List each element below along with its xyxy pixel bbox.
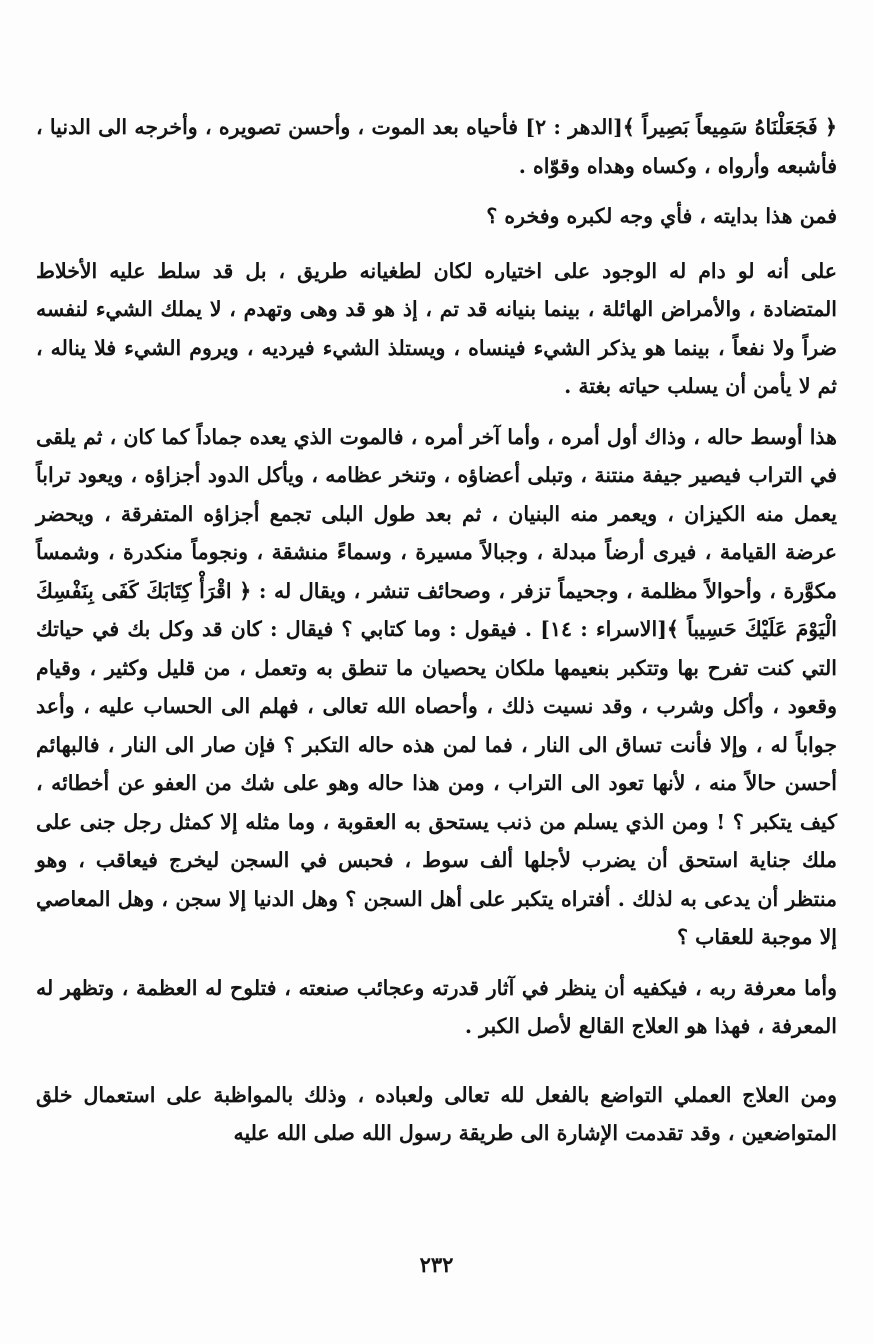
page-number: ٢٣٢ bbox=[419, 1252, 454, 1277]
paragraph-knowing-lord: وأما معرفة ربه ، فيكفيه أن ينظر في آثار قدرته وعجائب صنعته ، فتلوح له العظمة ، وتظهر له المعرفة ، فهذا هو العلاج القالع لأصل الكبر . bbox=[36, 975, 837, 1038]
page-body-text bbox=[36, 108, 837, 1165]
paragraph-weakness: على أنه لو دام له الوجود على اختياره لكان لطغيانه طريق ، بل قد سلط عليه الأخلاط المتضادة ، والأمراض الهائلة ، بينما بنيانه قد تم ، إذ هو قد وهى وتهدم ، لا يملك الشيء لنفسه ضراً ولا نفعاً ، بينما هو يذكر الشيء فينساه ، ويستلذ الشيء فيرديه ، ويروم الشيء فلا يناله ، ثم لا يأمن أن يسلب حياته بغتة . bbox=[36, 258, 837, 398]
paragraph-end-of-man: هذا أوسط حاله ، وذاك أول أمره ، وأما آخر أمره ، فالموت الذي يعده جماداً كما كان ، ثم يلقى في التراب فيصير جيفة منتنة ، وتبلى أعضاؤه ، وتنخر عظامه ، ويأكل الدود أجزاؤه ، ويعود تراباً يعمل منه الكيزان ، ويعمر منه البنيان ، ثم بعد طول البلى تجمع أجزاؤه المتفرقة ، ويحضر عرضة القيامة ، فيرى أرضاً مبدلة ، وجبالاً مسيرة ، وسماءً منشقة ، ونجوماً منكدرة ، وشمساً مكوَّرة ، وأحوالاً مظلمة ، وجحيماً تزفر ، وصحائف تنشر ، ويقال له : ﴿ اقْرَأْ كِتَابَكَ كَفَى بِنَفْسِكَ الْيَوْمَ عَلَيْكَ حَسِيباً ﴾[الاسراء : ١٤] . فيقول : وما كتابي ؟ فيقال : كان قد وكل بك في حياتك التي كنت تفرح بها وتتكبر بنعيمها ملكان يحصيان ما تنطق به وتعمل ، من قليل وكثير ، وقيام وقعود ، وأكل وشرب ، وقد نسيت ذلك ، وأحصاه الله تعالى ، فهلم الى الحساب عليه ، وأعد جواباً له ، وإلا فأنت تساق الى النار ، فما لمن هذه حاله التكبر ؟ فإن صار الى النار ، فالبهائم أحسن حالاً منه ، لأنها تعود الى التراب ، ومن هذا حاله وهو على شك من العفو عن أخطائه ، كيف يتكبر ؟ ! ومن الذي يسلم من ذنب يستحق به العقوبة ، وما مثله إلا كمثل رجل جنى على ملك جناية استحق أن يضرب لأجلها ألف سوط ، فحبس في السجن ليخرج فيعاقب ، وهو منتظر أن يدعى به لذلك . أفتراه يتكبر على أهل السجن ؟ وهل الدنيا إلا سجن ، وهل المعاصي إلا موجبة للعقاب ؟ bbox=[36, 424, 837, 949]
paragraph-verse-dahr: ﴿ فَجَعَلْنَاهُ سَمِيعاً بَصِيراً ﴾[الدهر : ٢] فأحياه بعد الموت ، وأحسن تصويره ، وأخرجه الى الدنيا ، فأشبعه وأرواه ، وكساه وهداه وقوّاه . bbox=[36, 115, 837, 178]
paragraph-practical-remedy: ومن العلاج العملي التواضع بالفعل لله تعالى ولعباده ، وذلك بالمواظبة على استعمال خلق المتواضعين ، وقد تقدمت الإشارة الى طريقة رسول الله صلى الله عليه bbox=[36, 1082, 837, 1145]
paragraph-question-pride: فمن هذا بدايته ، فأي وجه لكبره وفخره ؟ bbox=[486, 204, 837, 228]
